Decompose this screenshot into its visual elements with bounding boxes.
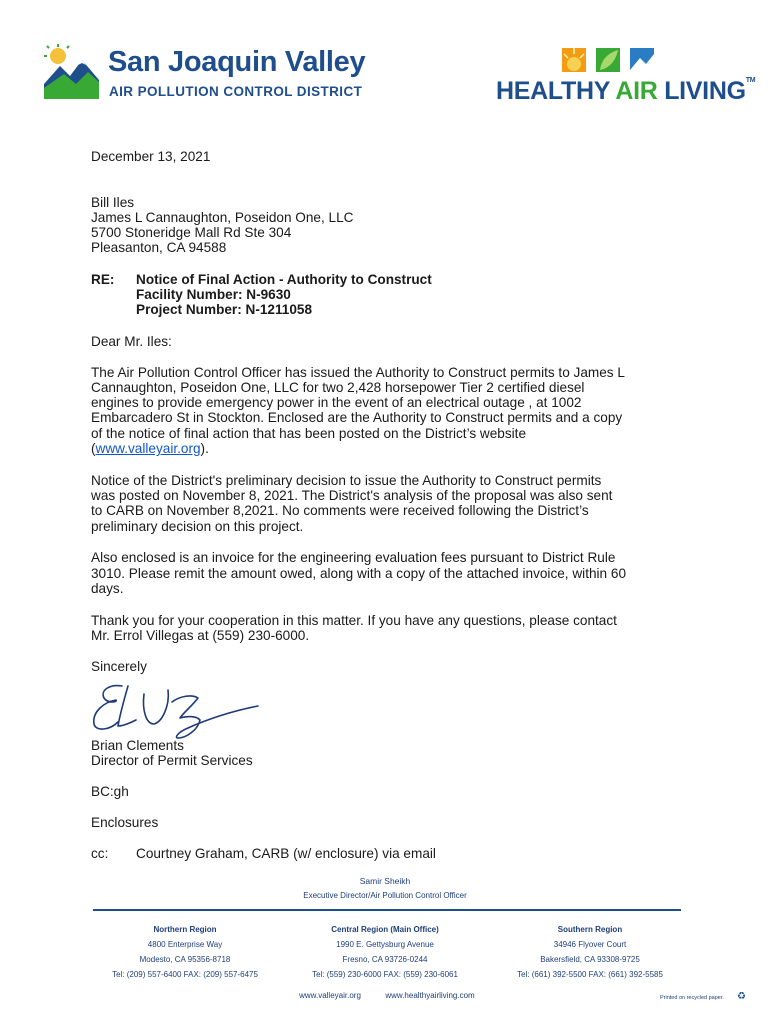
paragraph2-line: to CARB on November 8,2021. No comments were received following the District’s [91, 503, 589, 518]
region-southern [505, 925, 675, 979]
mountain-sun-logo-icon [44, 44, 99, 99]
re-facility-number: Facility Number: N-9630 [136, 287, 291, 302]
campaign-name-part1: HEALTHY [496, 77, 610, 105]
valleyair-link[interactable]: www.valleyair.org [95, 441, 201, 456]
closing: Sincerely [91, 659, 147, 674]
region-name: Central Region (Main Office) [331, 925, 439, 934]
region-city: Fresno, CA 93726-0244 [342, 955, 428, 964]
district-subtitle: AIR POLLUTION CONTROL DISTRICT [109, 84, 363, 99]
signer-title: Director of Permit Services [91, 753, 253, 768]
re-subject: Notice of Final Action - Authority to Construct [136, 272, 432, 287]
region-central [300, 925, 470, 979]
sun-icon [562, 48, 586, 72]
recipient-street: 5700 Stoneridge Mall Rd Ste 304 [91, 225, 292, 240]
paragraph3-line: 3010. Please remit the amount owed, along with a copy of the attached invoice, within 60 [91, 566, 627, 581]
recycle-icon: ♻ [737, 991, 746, 1002]
enclosures: Enclosures [91, 815, 159, 830]
region-phone: Tel: (209) 557-6400 FAX: (209) 557-6475 [112, 970, 258, 979]
paragraph1-link-line [91, 441, 209, 456]
cc-label: cc: [91, 846, 109, 861]
region-northern [100, 925, 270, 979]
region-street: 4800 Enterprise Way [147, 940, 223, 949]
link-close-paren: ). [200, 441, 209, 456]
region-name: Southern Region [557, 925, 623, 934]
initials: BC:gh [91, 784, 129, 799]
region-city: Bakersfield, CA 93308-9725 [540, 955, 640, 964]
paragraph4-line: Mr. Errol Villegas at (559) 230-6000. [91, 628, 310, 643]
paragraph2-line: was posted on November 8, 2021. The District's analysis of the proposal was also sent [91, 488, 613, 503]
campaign-name-part2: AIR [615, 77, 658, 105]
campaign-name-part3: LIVING [664, 77, 746, 105]
region-name: Northern Region [153, 925, 217, 934]
paragraph1-line: of the notice of final action that has been posted on the District’s website [91, 426, 527, 441]
officer-name: Samir Sheikh [359, 876, 411, 886]
letter-date: December 13, 2021 [91, 149, 211, 164]
recipient-company: James L Cannaughton, Poseidon One, LLC [91, 210, 354, 225]
paragraph1-line: Cannaughton, Poseidon One, LLC for two 2,428 horsepower Tier 2 certified diesel [91, 380, 585, 395]
paragraph3-line: Also enclosed is an invoice for the engineering evaluation fees pursuant to District Rule [91, 550, 616, 565]
region-street: 34946 Flyover Court [553, 940, 627, 949]
officer-title: Executive Director/Air Pollution Control Officer [303, 891, 467, 900]
salutation: Dear Mr. Iles: [91, 334, 172, 349]
district-name: San Joaquin Valley [108, 46, 366, 78]
region-street: 1990 E. Gettysburg Avenue [336, 940, 434, 949]
recycled-note: Printed on recycled paper. [660, 995, 724, 1001]
paragraph2-line: preliminary decision on this project. [91, 519, 304, 534]
district-logo [44, 44, 366, 106]
recipient-city: Pleasanton, CA 94588 [91, 240, 227, 255]
leaf-icon [596, 48, 620, 72]
website-healthyairliving[interactable]: www.healthyairliving.com [385, 991, 475, 1000]
recipient-name: Bill Iles [91, 195, 135, 210]
footer-divider [93, 909, 681, 911]
campaign-icons [562, 44, 662, 74]
paragraph1-line: The Air Pollution Control Officer has issued the Authority to Construct permits to James L [91, 365, 625, 380]
paragraph4-line: Thank you for your cooperation in this matter. If you have any questions, please contact [91, 613, 617, 628]
region-phone: Tel: (661) 392-5500 FAX: (661) 392-5585 [517, 970, 663, 979]
website-valleyair[interactable]: www.valleyair.org [299, 991, 361, 1000]
mountain-icon [630, 48, 654, 72]
trademark: TM [745, 77, 756, 84]
paragraph2-line: Notice of the District's preliminary decision to issue the Authority to Construct permits [91, 473, 602, 488]
paragraph1-line: Embarcadero St in Stockton. Enclosed are the Authority to Construct permits and a copy [91, 410, 623, 425]
handwritten-signature [88, 680, 268, 742]
link-open-paren: ( [91, 441, 96, 456]
campaign-name [496, 77, 755, 106]
signer-name: Brian Clements [91, 738, 184, 753]
paragraph3-line: days. [91, 581, 124, 596]
re-project-number: Project Number: N-1211058 [136, 302, 313, 317]
region-city: Modesto, CA 95356-8718 [139, 955, 231, 964]
healthy-air-living-logo [496, 44, 756, 106]
region-phone: Tel: (559) 230-6000 FAX: (559) 230-6061 [312, 970, 458, 979]
re-label: RE: [91, 272, 115, 287]
cc-text: Courtney Graham, CARB (w/ enclosure) via email [136, 846, 436, 861]
paragraph1-line: engines to provide emergency power in the event of an electrical outage , at 1002 [91, 395, 582, 410]
